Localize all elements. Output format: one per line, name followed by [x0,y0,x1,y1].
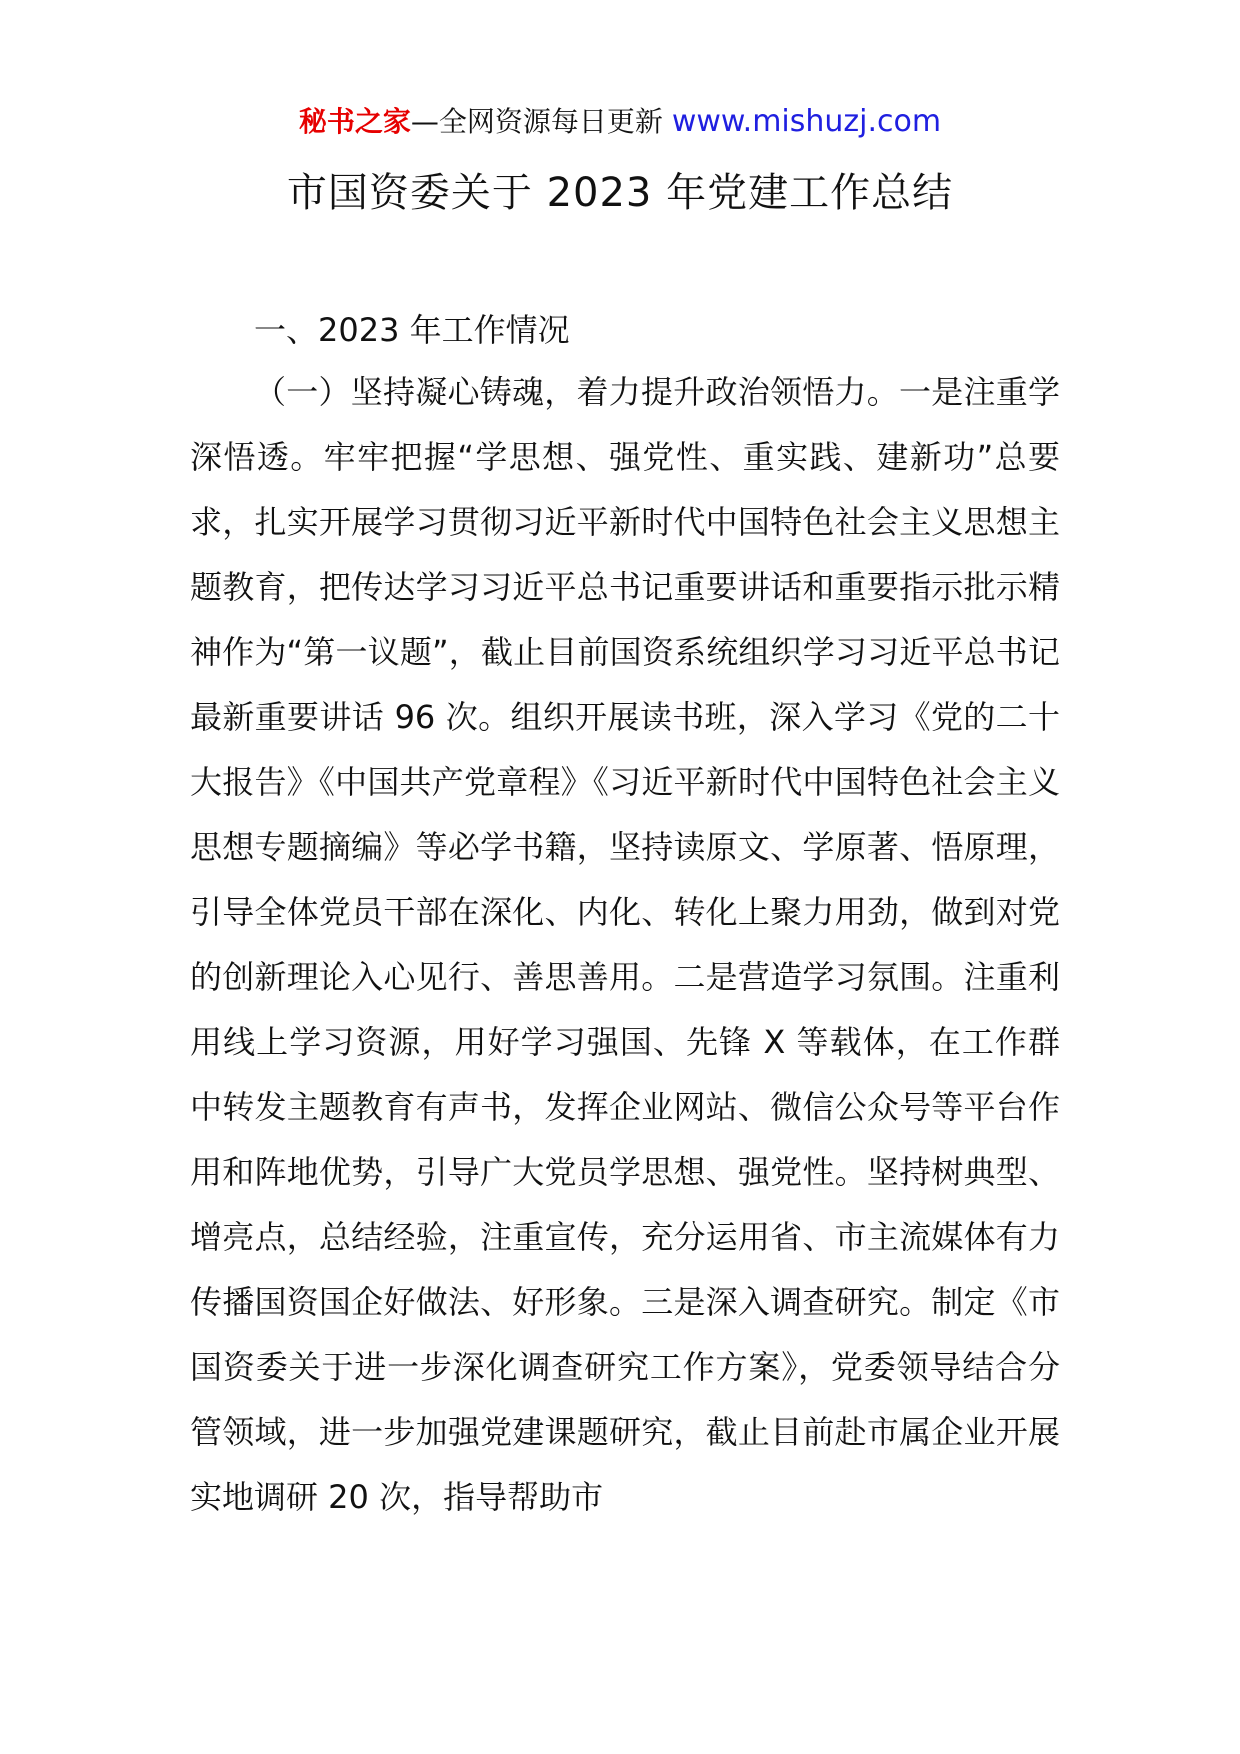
body-paragraph: （一）坚持凝心铸魂，着力提升政治领悟力。一是注重学深悟透。牢牢把握“学思想、强党性、重实践、建新功”总要求，扎实开展学习贯彻习近平新时代中国特色社会主义思想主题教育，把传达学习习近平总书记重要讲话和重要指示批示精神作为“第一议题”，截止目前国资系统组织学习习近平总书记最新重要讲话 96 次。组织开展读书班，深入学习《党的二十大报告》《中国共产党章程》《习近平新时代中国特色社会主义思想专题摘编》等必学书籍，坚持读原文、学原著、悟原理，引导全体党员干部在深化、内化、转化上聚力用劲，做到对党的创新理论入心见行、善思善用。二是营造学习氛围。注重利用线上学习资源，用好学习强国、先锋 X 等载体，在工作群中转发主题教育有声书，发挥企业网站、微信公众号等平台作用和阵地优势，引导广大党员学思想、强党性。坚持树典型、增亮点，总结经验，注重宣传，充分运用省、市主流媒体有力传播国资国企好做法、好形象。三是深入调查研究。制定《市国资委关于进一步深化调查研究工作方案》，党委领导结合分管领域，进一步加强党建课题研究，截止目前赴市属企业开展实地调研 20 次，指导帮助市 [190,373,1060,1516]
brand-name: 秘书之家 [298,105,411,138]
site-banner [0,102,1240,142]
banner-tagline: —全网资源每日更新 [410,105,663,138]
site-url-link[interactable]: www.mishuzj.com [671,104,942,139]
document-title: 市国资委关于 2023 年党建工作总结 [286,170,954,216]
section-heading: 一、2023 年工作情况 [254,311,570,349]
document-body [190,300,1060,1530]
